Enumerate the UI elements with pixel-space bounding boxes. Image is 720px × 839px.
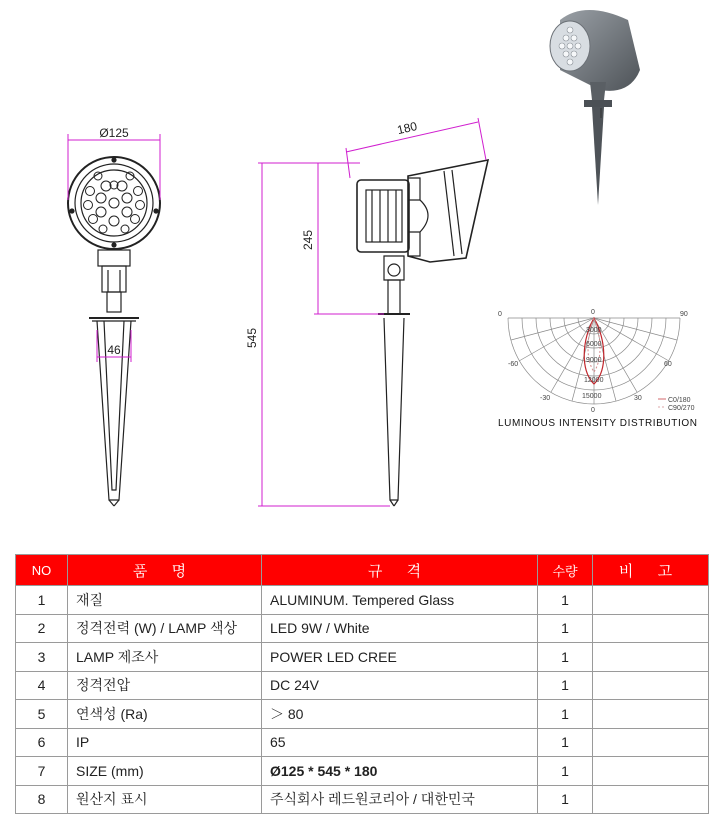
table-row bbox=[16, 671, 709, 700]
side-view bbox=[357, 160, 488, 506]
row-spec: ALUMINUM. Tempered Glass bbox=[262, 586, 538, 615]
row-note bbox=[593, 671, 709, 700]
table-row bbox=[16, 700, 709, 729]
polar-angle-bottom-left: -30 bbox=[540, 395, 551, 402]
row-spec: POWER LED CREE bbox=[262, 643, 538, 672]
row-qty: 1 bbox=[538, 643, 593, 672]
row-qty: 1 bbox=[538, 757, 593, 786]
row-no: 7 bbox=[16, 757, 68, 786]
row-no: 3 bbox=[16, 643, 68, 672]
polar-r5: 15000 bbox=[582, 393, 602, 400]
row-note bbox=[593, 700, 709, 729]
row-name: IP bbox=[68, 728, 262, 757]
row-name: SIZE (mm) bbox=[68, 757, 262, 786]
polar-r2: 6000 bbox=[586, 341, 602, 348]
led-array-icon bbox=[84, 172, 145, 233]
row-spec: LED 9W / White bbox=[262, 614, 538, 643]
polar-angle-top-center: 0 bbox=[591, 309, 595, 316]
row-qty: 1 bbox=[538, 700, 593, 729]
row-no: 4 bbox=[16, 671, 68, 700]
row-name: 원산지 표시 bbox=[68, 785, 262, 814]
polar-caption: LUMINOUS INTENSITY DISTRIBUTION bbox=[498, 418, 698, 429]
polar-angle-top-right: 90 bbox=[680, 311, 688, 318]
dim-length-label: 180 bbox=[395, 119, 419, 138]
polar-angle-bottom-right: 30 bbox=[634, 395, 642, 402]
header-qty: 수량 bbox=[538, 555, 593, 586]
row-note bbox=[593, 785, 709, 814]
polar-r3: 9000 bbox=[586, 357, 602, 364]
row-no: 6 bbox=[16, 728, 68, 757]
row-note bbox=[593, 757, 709, 786]
spec-table-header bbox=[16, 555, 709, 586]
row-name: 정격전압 bbox=[68, 671, 262, 700]
row-no: 1 bbox=[16, 586, 68, 615]
polar-angle-bottom-center: 0 bbox=[591, 407, 595, 414]
dim-diameter-label: Ø125 bbox=[99, 126, 129, 140]
header-spec: 규 격 bbox=[262, 555, 538, 586]
header-note: 비 고 bbox=[593, 555, 709, 586]
row-spec: 65 bbox=[262, 728, 538, 757]
row-name: 연색성 (Ra) bbox=[68, 700, 262, 729]
row-note bbox=[593, 586, 709, 615]
polar-r1: 3000 bbox=[586, 327, 602, 334]
polar-angle-left: -60 bbox=[508, 361, 519, 368]
row-qty: 1 bbox=[538, 785, 593, 814]
dim-height-label: 545 bbox=[245, 327, 259, 349]
row-note bbox=[593, 728, 709, 757]
polar-angle-top-left: 0 bbox=[498, 311, 502, 318]
table-row bbox=[16, 586, 709, 615]
polar-legend-c0: C0/180 bbox=[668, 397, 691, 404]
dim-stake-label: 46 bbox=[107, 343, 121, 357]
table-row bbox=[16, 757, 709, 786]
polar-r4: 12000 bbox=[584, 377, 604, 384]
front-view bbox=[68, 157, 160, 506]
row-spec: ＞ 80 bbox=[262, 700, 538, 729]
row-spec: DC 24V bbox=[262, 671, 538, 700]
row-qty: 1 bbox=[538, 614, 593, 643]
product-photo bbox=[550, 10, 640, 205]
table-row bbox=[16, 728, 709, 757]
dim-head-label: 245 bbox=[301, 229, 315, 251]
row-name: 재질 bbox=[68, 586, 262, 615]
spec-table bbox=[15, 554, 709, 814]
row-no: 2 bbox=[16, 614, 68, 643]
table-row bbox=[16, 785, 709, 814]
table-row bbox=[16, 614, 709, 643]
row-spec: 주식회사 레드원코리아 / 대한민국 bbox=[262, 785, 538, 814]
table-row bbox=[16, 643, 709, 672]
row-name: 정격전력 (W) / LAMP 색상 bbox=[68, 614, 262, 643]
row-qty: 1 bbox=[538, 728, 593, 757]
row-note bbox=[593, 614, 709, 643]
row-note bbox=[593, 643, 709, 672]
header-no: NO bbox=[16, 555, 68, 586]
row-no: 8 bbox=[16, 785, 68, 814]
row-name: LAMP 제조사 bbox=[68, 643, 262, 672]
polar-angle-right: 60 bbox=[664, 361, 672, 368]
row-qty: 1 bbox=[538, 671, 593, 700]
row-qty: 1 bbox=[538, 586, 593, 615]
row-spec: Ø125 * 545 * 180 bbox=[262, 757, 538, 786]
polar-legend-c90: C90/270 bbox=[668, 405, 695, 412]
row-no: 5 bbox=[16, 700, 68, 729]
header-name: 품 명 bbox=[68, 555, 262, 586]
